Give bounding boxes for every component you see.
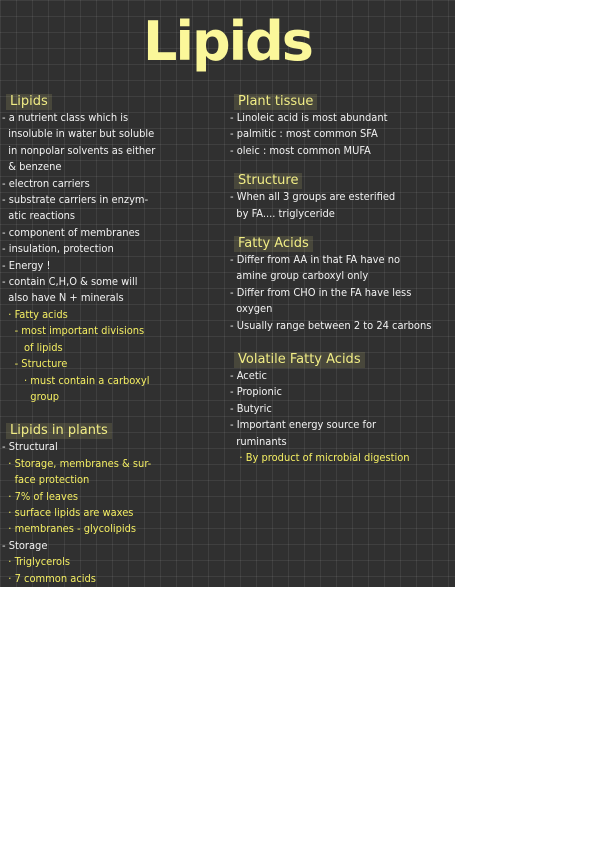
text-line: - electron carriers xyxy=(2,176,90,190)
section-heading: Lipids xyxy=(6,94,52,110)
text-line: - Energy ! xyxy=(2,258,51,272)
section-volatile-fatty-acids xyxy=(230,348,454,466)
sub-line: · Storage, membranes & sur- xyxy=(2,456,152,470)
section-fatty-acids xyxy=(230,232,454,334)
text-line: - Differ from AA in that FA have no xyxy=(230,253,401,267)
text-line: by FA.... triglyceride xyxy=(230,206,335,220)
sub-line: · By product of microbial digestion xyxy=(230,451,410,465)
sub-line: - most important divisions xyxy=(2,324,145,338)
section-heading: Lipids in plants xyxy=(6,423,112,439)
section-plant-tissue xyxy=(230,90,454,159)
text-line: - When all 3 groups are esterified xyxy=(230,190,396,204)
text-line: & benzene xyxy=(2,160,62,174)
text-line: - palmitic : most common SFA xyxy=(230,127,378,141)
sub-line: · 7 common acids xyxy=(2,571,96,585)
section-heading: Volatile Fatty Acids xyxy=(234,352,365,368)
left-column xyxy=(2,90,217,587)
text-line: - Differ from CHO in the FA have less xyxy=(230,285,412,299)
text-line: - Storage xyxy=(2,538,48,552)
text-line: - substrate carriers in enzym- xyxy=(2,193,149,207)
text-line: - Structural xyxy=(2,440,58,454)
sub-line: of lipids xyxy=(2,340,63,354)
text-line: oxygen xyxy=(230,302,273,316)
sub-line: · Triglycerols xyxy=(2,555,71,569)
page-title: Lipids xyxy=(143,10,312,73)
text-line: - a nutrient class which is xyxy=(2,111,129,124)
text-line: - Propionic xyxy=(230,385,282,399)
sub-line: · membranes - glycolipids xyxy=(2,522,137,536)
section-heading: Fatty Acids xyxy=(234,236,313,252)
text-line: - Butyric xyxy=(230,401,272,415)
right-column xyxy=(230,90,454,467)
sub-line: · surface lipids are waxes xyxy=(2,505,134,519)
text-line: - Acetic xyxy=(230,369,267,383)
sub-line: - Structure xyxy=(2,357,68,371)
text-line: atic reactions xyxy=(2,209,76,223)
sub-line: · must contain a carboxyl xyxy=(2,373,150,387)
sub-line: face protection xyxy=(2,473,90,487)
text-line: also have N + minerals xyxy=(2,291,124,305)
text-line: - Important energy source for xyxy=(230,418,377,432)
text-line: - Usually range between 2 to 24 carbons xyxy=(230,318,432,332)
text-line: - insulation, protection xyxy=(2,242,114,256)
sub-line: group xyxy=(2,389,59,403)
text-line: ruminants xyxy=(230,434,287,448)
text-line: insoluble in water but soluble xyxy=(2,127,155,141)
sub-line: · 7% of leaves xyxy=(2,489,79,503)
section-heading: Structure xyxy=(234,173,302,189)
sub-line: · Fatty acids xyxy=(2,307,68,321)
section-lipids xyxy=(2,90,217,405)
section-structure xyxy=(230,169,454,222)
section-heading: Plant tissue xyxy=(234,94,317,110)
text-line: amine group carboxyl only xyxy=(230,269,369,283)
text-line: - Linoleic acid is most abundant xyxy=(230,111,388,124)
text-line: - oleic : most common MUFA xyxy=(230,143,371,157)
text-line: - contain C,H,O & some will xyxy=(2,275,138,289)
text-line: - component of membranes xyxy=(2,225,140,239)
text-line: in nonpolar solvents as either xyxy=(2,143,156,157)
section-lipids-in-plants xyxy=(2,419,217,587)
